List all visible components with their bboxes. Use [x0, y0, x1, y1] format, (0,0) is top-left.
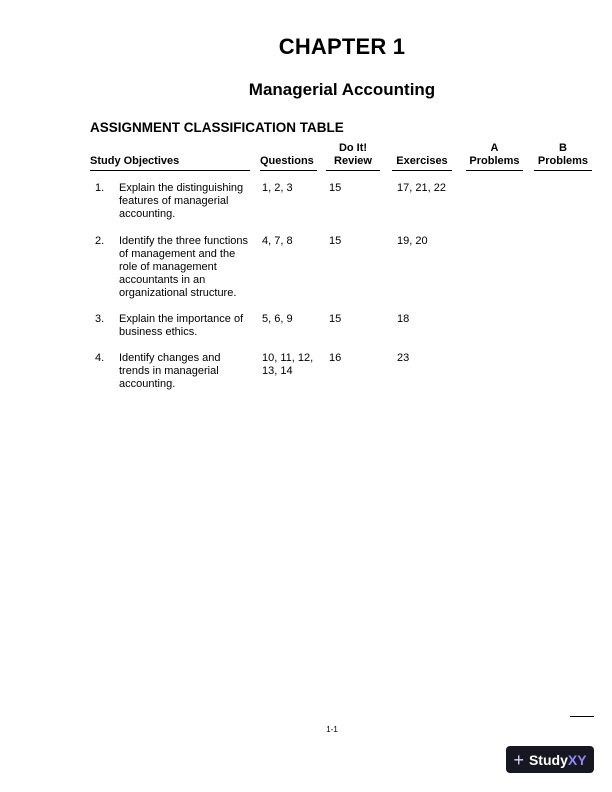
- page-number: 1-1: [326, 725, 338, 734]
- header-b-line1: B: [559, 142, 567, 154]
- studyxy-badge[interactable]: [506, 746, 594, 773]
- row-number: 4.: [95, 352, 105, 364]
- chapter-title: CHAPTER 1: [278, 34, 406, 59]
- row-questions: 10, 11, 12, 13, 14: [262, 352, 314, 377]
- header-do-it-line1: Do It!: [338, 142, 368, 154]
- row-objective: Identify changes and trends in managerial accounting.: [119, 352, 221, 390]
- header-study-objectives: Study Objectives: [90, 155, 250, 171]
- sparkle-icon: +: [513, 749, 524, 770]
- row-objective: Identify the three functions of management and the role of management accountants in an organizational structure.: [119, 235, 249, 299]
- header-a-line1: A: [490, 142, 499, 154]
- row-number: 1.: [95, 182, 105, 194]
- row-objective: Explain the distinguishing features of managerial accounting.: [119, 182, 244, 220]
- header-exercises: Exercises: [392, 155, 452, 171]
- row-objective: Explain the importance of business ethics.: [119, 313, 244, 338]
- row-do-it: 16: [329, 352, 342, 364]
- header-b-line2: Problems: [534, 155, 592, 171]
- row-exercises: 17, 21, 22: [397, 182, 446, 194]
- row-exercises: 23: [397, 352, 410, 364]
- brand-main: Study: [528, 751, 568, 768]
- row-do-it: 15: [329, 182, 342, 194]
- row-number: 3.: [95, 313, 105, 325]
- row-questions: 1, 2, 3: [262, 182, 293, 194]
- row-exercises: 18: [397, 313, 410, 325]
- row-do-it: 15: [329, 235, 342, 247]
- footer-rule: [570, 716, 594, 717]
- row-do-it: 15: [329, 313, 342, 325]
- row-exercises: 19, 20: [397, 235, 428, 247]
- header-a-line2: Problems: [466, 155, 523, 171]
- header-do-it-line2: Review: [326, 155, 380, 171]
- section-title: ASSIGNMENT CLASSIFICATION TABLE: [90, 120, 344, 135]
- header-questions: Questions: [260, 155, 317, 171]
- brand-accent: XY: [567, 751, 587, 768]
- chapter-subtitle: Managerial Accounting: [248, 80, 436, 99]
- row-number: 2.: [95, 235, 105, 247]
- row-questions: 4, 7, 8: [262, 235, 293, 247]
- row-questions: 5, 6, 9: [262, 313, 293, 325]
